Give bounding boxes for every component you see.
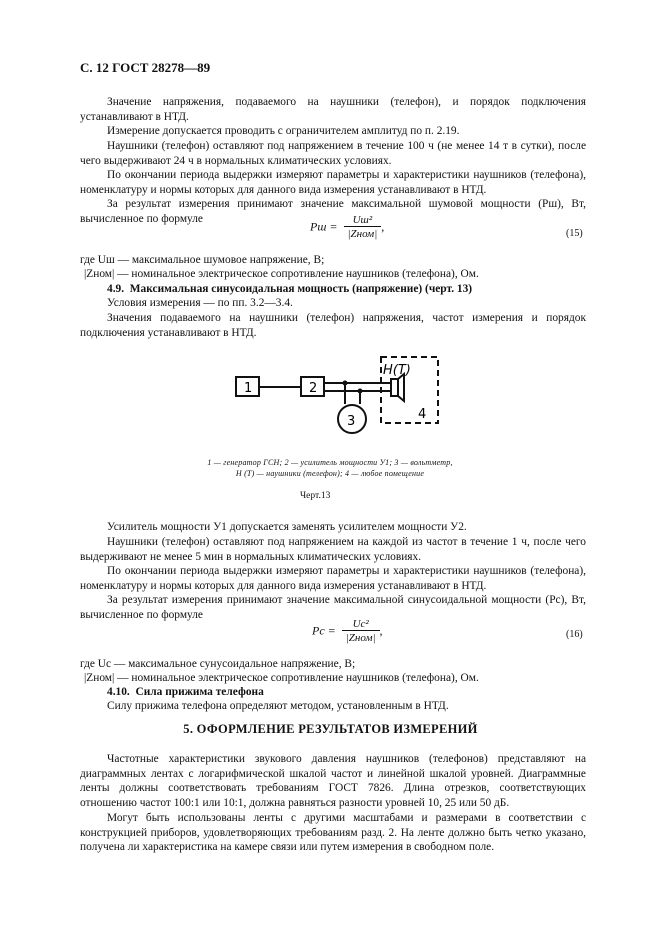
section-title: Максимальная синусоидальная мощность (напряжение) (черт. 13): [129, 283, 473, 295]
paragraph: За результат измерения принимают значение максимальной синусоидальной мощности (Pс), Вт, вычисленное по формуле: [80, 594, 586, 621]
formula-fraction: [342, 618, 380, 645]
formula-numerator: Uш²: [352, 214, 373, 226]
definition-line: где Uш — максимальное шумовое напряжение, В;: [80, 254, 325, 266]
formula-numerator: Uс²: [352, 618, 369, 630]
block-label-2: 2: [309, 381, 318, 396]
block-label-4: 4: [418, 407, 427, 422]
headphone-label: Н(Т): [383, 363, 411, 378]
figure-label: Черт.13: [300, 491, 331, 501]
formula-lhs: Pш =: [310, 219, 338, 234]
paragraph: Могут быть использованы ленты с другими масштабами и размерами в соответствии с конструкцией приборов, удовлетворяющих требованиям разд. 2. На ленте должно быть четко указано, получена ли характеристика на камере связи или путем измерения в свободном поле.: [80, 812, 586, 854]
block-label-3: 3: [347, 414, 356, 429]
paragraph: Частотные характеристики звукового давления наушников (телефонов) представляют на диаграммных лентах с логарифмической шкалой частот и линейной шкалой уровней. Диаграммные ленты должны соответствовать требованиям ГОСТ 7826. Длина отрезков, соответствующих отношению частот 100:1 или 10:1, должна равняться разности уровней 10, 25 или 50 дБ.: [80, 753, 586, 809]
paragraph: По окончании периода выдержки измеряют параметры и характеристики наушников (телефона), номенклатуру и нормы которых для данного вида измерения устанавливают в НТД.: [80, 169, 586, 196]
paragraph: Измерение допускается проводить с ограничителем амплитуд по п. 2.19.: [107, 125, 460, 137]
section-number: 4.9.: [107, 283, 125, 295]
figure-caption-line: Н (Т) — наушники (телефон); 4 — любое помещение: [235, 469, 425, 478]
formula-denominator: |Zном|: [342, 630, 380, 645]
paragraph: Значение напряжения, подаваемого на наушники (телефон), и порядок подключения устанавливают в НТД.: [80, 96, 586, 123]
block-label-1: 1: [244, 381, 253, 396]
section-heading-4-10: [107, 685, 264, 700]
definition-line: где Uс — максимальное сунусоидальное напряжение, В;: [80, 658, 356, 670]
formula-number: (16): [566, 629, 583, 640]
section-heading-5: 5. ОФОРМЛЕНИЕ РЕЗУЛЬТАТОВ ИЗМЕРЕНИЙ: [183, 722, 478, 736]
headphone-body: [391, 379, 398, 396]
formula-tail: ,: [381, 219, 385, 234]
paragraph: Силу прижима телефона определяют методом, установленным в НТД.: [107, 700, 449, 712]
paragraph: По окончании периода выдержки измеряют параметры и характеристики наушников (телефона), номенклатуру и нормы которых для данного вида измерения устанавливают в НТД.: [80, 565, 586, 592]
figure-caption-line: 1 — генератор ГСН; 2 — усилитель мощности У1; 3 — вольтметр,: [207, 458, 453, 467]
paragraph: Наушники (телефон) оставляют под напряжением на каждой из частот в течение 1 ч, после чего выдерживают не менее 5 мин в нормальных климатических условиях.: [80, 536, 586, 563]
formula-number: (15): [566, 228, 583, 239]
paragraph: Условия измерения — по пп. 3.2—3.4.: [107, 297, 293, 309]
formula-lhs: Pс =: [312, 623, 336, 638]
page-header: С. 12 ГОСТ 28278—89: [80, 60, 211, 75]
formula-denominator: |Zном|: [344, 226, 382, 241]
junction-dot: [343, 381, 348, 386]
paragraph: Усилитель мощности У1 допускается заменять усилителем мощности У2.: [107, 521, 467, 533]
paragraph: Наушники (телефон) оставляют под напряжением в течение 100 ч (не менее 14 т в сутки), после чего выдерживают 24 ч в нормальных климатических условиях.: [80, 140, 586, 167]
formula-tail: ,: [379, 623, 383, 638]
paragraph: Значения подаваемого на наушники (телефон) напряжения, частот измерения и порядок подключения устанавливают в НТД.: [80, 312, 586, 339]
definition-line: |Zном| — номинальное электрическое сопротивление наушников (телефона), Ом.: [84, 268, 479, 280]
definition-line: |Zном| — номинальное электрическое сопротивление наушников (телефона), Ом.: [84, 672, 479, 684]
paragraph: За результат измерения принимают значение максимальной шумовой мощности (Pш), Вт, вычисленное по формуле: [80, 198, 586, 225]
section-title: Сила прижима телефона: [135, 686, 264, 698]
section-number: 4.10.: [107, 686, 130, 698]
formula-16: [312, 618, 383, 645]
junction-dot: [358, 389, 363, 394]
